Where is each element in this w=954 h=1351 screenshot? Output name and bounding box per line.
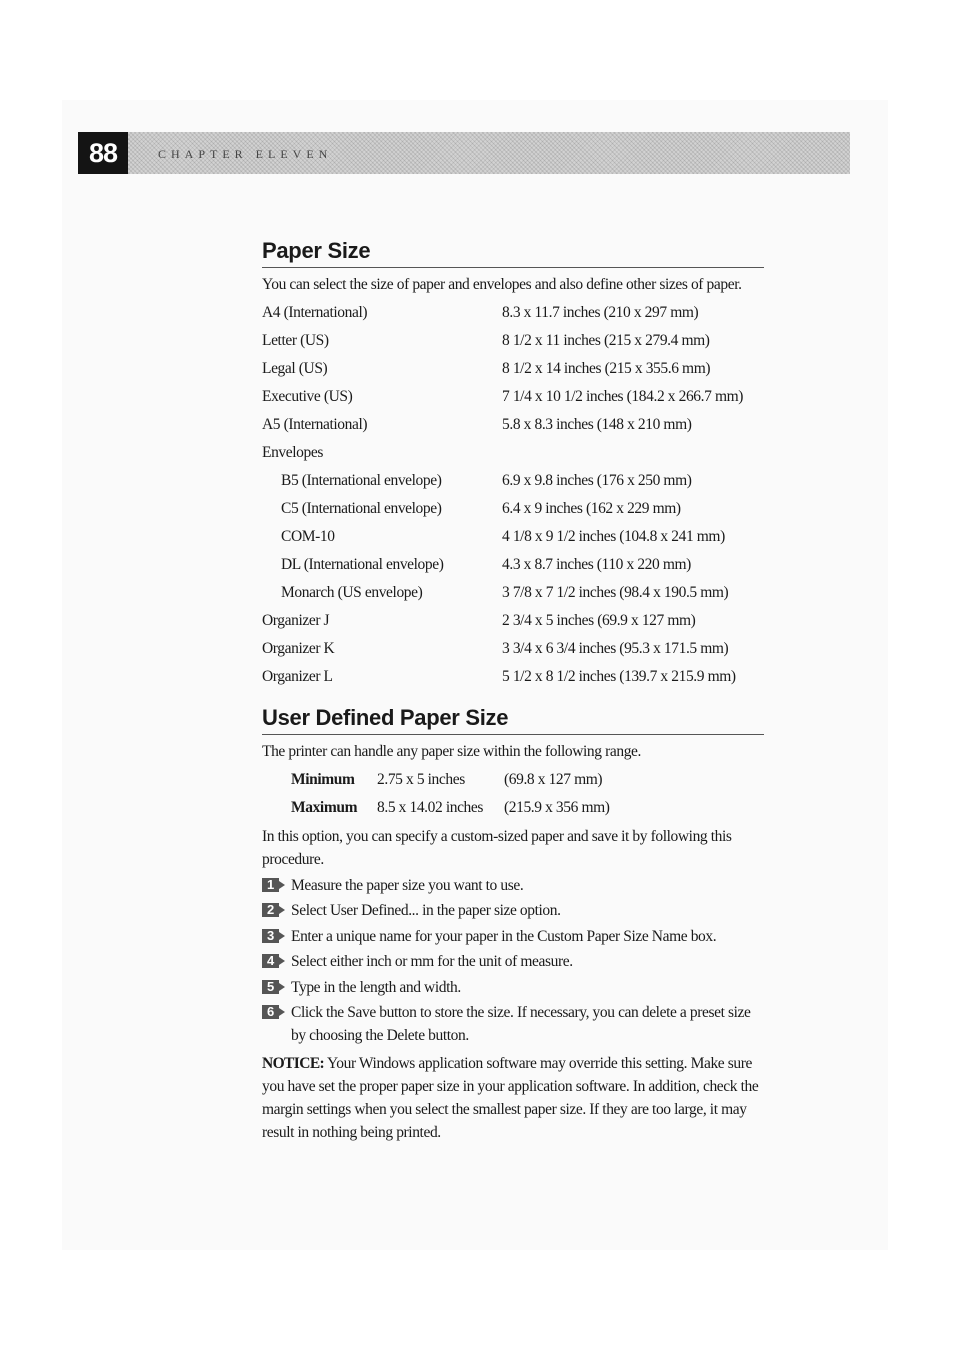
- chapter-header-bar: [78, 132, 850, 174]
- paper-size-row: [262, 495, 764, 523]
- paper-size-name: Organizer K: [262, 640, 335, 657]
- paper-size-dimensions: 4 1/8 x 9 1/2 inches (104.8 x 241 mm): [502, 528, 725, 545]
- paper-size-name: Executive (US): [262, 388, 353, 405]
- step-text: Select either inch or mm for the unit of measure.: [291, 953, 573, 970]
- step-number: 5: [267, 978, 274, 994]
- paper-size-row: [262, 467, 764, 495]
- paper-size-row: [262, 299, 764, 327]
- paper-size-name: Organizer J: [262, 612, 330, 629]
- paper-size-dimensions: 2 3/4 x 5 inches (69.9 x 127 mm): [502, 612, 696, 629]
- paper-size-dimensions: 8 1/2 x 11 inches (215 x 279.4 mm): [502, 332, 710, 349]
- chapter-title: CHAPTER ELEVEN: [158, 147, 333, 161]
- step-number-arrow-icon: [262, 925, 291, 948]
- procedure-steps: [262, 874, 764, 1048]
- step-number-arrow-icon: [262, 874, 291, 897]
- paper-size-name: Legal (US): [262, 360, 328, 377]
- procedure-step: [262, 950, 764, 973]
- paper-size-row: [262, 327, 764, 355]
- paper-size-heading: Paper Size: [262, 238, 764, 268]
- paper-size-dimensions: 4.3 x 8.7 inches (110 x 220 mm): [502, 556, 691, 573]
- step-number: 1: [267, 876, 274, 892]
- paper-size-row: [262, 523, 764, 551]
- paper-size-name: B5 (International envelope): [281, 472, 442, 489]
- step-text: Measure the paper size you want to use.: [291, 876, 524, 894]
- paper-size-dimensions: 5.8 x 8.3 inches (148 x 210 mm): [502, 416, 692, 433]
- step-number: 4: [267, 953, 274, 968]
- page-content: [262, 238, 764, 1144]
- procedure-step: [262, 925, 764, 948]
- notice-text: Your Windows application software may override this setting. Make sure you have set the proper paper size in your application software. In addition, check the margin settings when you select the smallest paper size. If they are too large, it may result in nothing being printed.: [262, 1055, 759, 1141]
- paper-size-dimensions: 3 7/8 x 7 1/2 inches (98.4 x 190.5 mm): [502, 584, 729, 601]
- size-range-table: [262, 766, 764, 822]
- paper-size-dimensions: 6.4 x 9 inches (162 x 229 mm): [502, 500, 681, 517]
- paper-size-row: [262, 551, 764, 579]
- paper-size-row: [262, 355, 764, 383]
- paper-size-dimensions: 8 1/2 x 14 inches (215 x 355.6 mm): [502, 360, 711, 377]
- paper-size-dimensions: 3 3/4 x 6 3/4 inches (95.3 x 171.5 mm): [502, 640, 729, 657]
- range-mm: (215.9 x 356 mm): [504, 799, 610, 816]
- paper-size-dimensions: 8.3 x 11.7 inches (210 x 297 mm): [502, 304, 699, 321]
- step-number-arrow-icon: [262, 1001, 291, 1047]
- procedure-step: [262, 874, 764, 897]
- paper-size-row: [262, 439, 764, 467]
- paper-size-row: [262, 579, 764, 607]
- step-number: 6: [267, 1004, 274, 1019]
- paper-size-name: Monarch (US envelope): [281, 584, 423, 601]
- paper-size-row: [262, 411, 764, 439]
- paper-size-row: [262, 607, 764, 635]
- paper-size-name: Letter (US): [262, 332, 329, 349]
- step-number-arrow-icon: [262, 950, 291, 973]
- paper-size-row: [262, 635, 764, 663]
- paper-size-name: A5 (International): [262, 416, 368, 433]
- paper-size-intro: You can select the size of paper and envelopes and also define other sizes of paper.: [262, 276, 742, 293]
- paper-size-name: Envelopes: [262, 444, 323, 461]
- step-text: Type in the length and width.: [291, 978, 461, 996]
- page-number: 88: [78, 132, 128, 174]
- range-label: Minimum: [291, 771, 355, 788]
- range-inches: 2.75 x 5 inches: [377, 771, 465, 788]
- size-range-row: [262, 794, 764, 822]
- procedure-step: [262, 899, 764, 922]
- paper-size-row: [262, 383, 764, 411]
- procedure-step: [262, 976, 764, 999]
- paper-size-dimensions: 6.9 x 9.8 inches (176 x 250 mm): [502, 472, 692, 489]
- procedure-intro: In this option, you can specify a custom-sized paper and save it by following this procedure.: [262, 828, 732, 868]
- range-inches: 8.5 x 14.02 inches: [377, 799, 484, 816]
- step-number-arrow-icon: [262, 899, 291, 922]
- user-defined-intro: The printer can handle any paper size within the following range.: [262, 743, 642, 760]
- user-defined-heading: User Defined Paper Size: [262, 705, 764, 735]
- notice-paragraph: [262, 1052, 764, 1144]
- step-number-arrow-icon: [262, 976, 291, 999]
- paper-size-name: DL (International envelope): [281, 556, 444, 573]
- paper-size-name: A4 (International): [262, 304, 368, 321]
- paper-size-dimensions: 5 1/2 x 8 1/2 inches (139.7 x 215.9 mm): [502, 668, 736, 685]
- step-text: Click the Save button to store the size. If necessary, you can delete a preset size by choosing the Delete button.: [291, 1004, 751, 1044]
- step-number: 3: [267, 927, 274, 943]
- paper-size-name: COM-10: [281, 528, 335, 545]
- paper-size-name: Organizer L: [262, 668, 333, 685]
- step-number: 2: [267, 902, 274, 917]
- step-text: Select User Defined... in the paper size option.: [291, 902, 561, 919]
- paper-size-dimensions: 7 1/4 x 10 1/2 inches (184.2 x 266.7 mm): [502, 388, 744, 405]
- size-range-row: [262, 766, 764, 794]
- notice-label: NOTICE:: [262, 1055, 325, 1072]
- range-mm: (69.8 x 127 mm): [504, 771, 603, 788]
- step-text: Enter a unique name for your paper in the Custom Paper Size Name box.: [291, 927, 717, 945]
- procedure-step: [262, 1001, 764, 1047]
- range-label: Maximum: [291, 799, 358, 816]
- paper-size-row: [262, 663, 764, 691]
- paper-size-name: C5 (International envelope): [281, 500, 442, 517]
- paper-size-table: [262, 299, 764, 691]
